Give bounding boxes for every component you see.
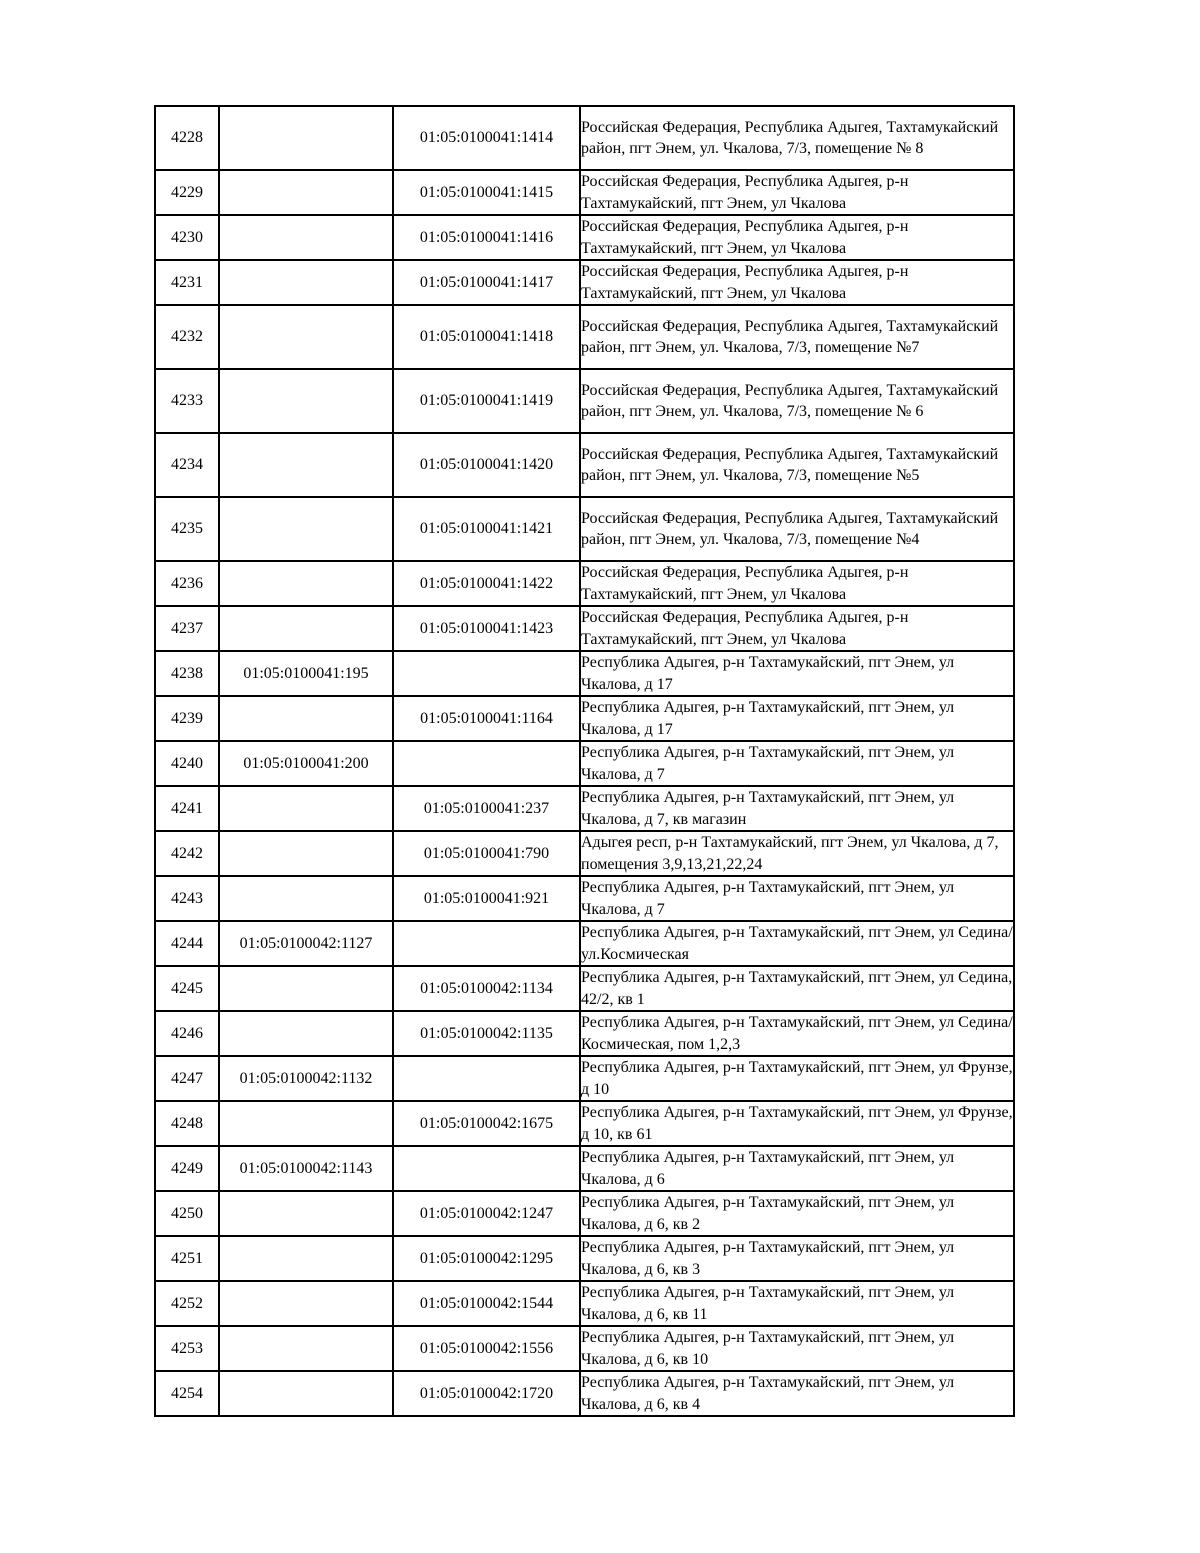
- address-cell: Республика Адыгея, р-н Тахтамукайский, пгт Энем, ул Чкалова, д 6, кв 4: [580, 1371, 1014, 1416]
- address-cell: Республика Адыгея, р-н Тахтамукайский, пгт Энем, ул Фрунзе, д 10, кв 61: [580, 1101, 1014, 1146]
- row-number-cell: 4253: [155, 1326, 219, 1371]
- parcel-cadastral-number-cell: [219, 497, 393, 561]
- parcel-cadastral-number-cell: [219, 1191, 393, 1236]
- table-row: [155, 1146, 1014, 1191]
- object-cadastral-number-cell: 01:05:0100042:1295: [393, 1236, 580, 1281]
- object-cadastral-number-cell: 01:05:0100041:1417: [393, 260, 580, 305]
- registry-table: [154, 105, 1015, 1417]
- table-row: [155, 786, 1014, 831]
- table-row: [155, 369, 1014, 433]
- table-row: [155, 876, 1014, 921]
- parcel-cadastral-number-cell: 01:05:0100042:1143: [219, 1146, 393, 1191]
- table-row: [155, 741, 1014, 786]
- address-cell: Республика Адыгея, р-н Тахтамукайский, пгт Энем, ул Седина, 42/2, кв 1: [580, 966, 1014, 1011]
- object-cadastral-number-cell: [393, 1146, 580, 1191]
- address-cell: Республика Адыгея, р-н Тахтамукайский, пгт Энем, ул Чкалова, д 7, кв магазин: [580, 786, 1014, 831]
- row-number-cell: 4237: [155, 606, 219, 651]
- object-cadastral-number-cell: 01:05:0100041:1418: [393, 305, 580, 369]
- address-cell: Республика Адыгея, р-н Тахтамукайский, пгт Энем, ул Седина/Космическая, пом 1,2,3: [580, 1011, 1014, 1056]
- address-cell: Адыгея респ, р-н Тахтамукайский, пгт Энем, ул Чкалова, д 7, помещения 3,9,13,21,22,24: [580, 831, 1014, 876]
- parcel-cadastral-number-cell: 01:05:0100042:1132: [219, 1056, 393, 1101]
- table-row: [155, 1371, 1014, 1416]
- table-row: [155, 696, 1014, 741]
- row-number-cell: 4239: [155, 696, 219, 741]
- object-cadastral-number-cell: 01:05:0100041:1423: [393, 606, 580, 651]
- object-cadastral-number-cell: 01:05:0100042:1135: [393, 1011, 580, 1056]
- table-row: [155, 651, 1014, 696]
- parcel-cadastral-number-cell: [219, 1326, 393, 1371]
- object-cadastral-number-cell: [393, 1056, 580, 1101]
- address-cell: Республика Адыгея, р-н Тахтамукайский, пгт Энем, ул Чкалова, д 17: [580, 651, 1014, 696]
- table-row: [155, 561, 1014, 606]
- row-number-cell: 4228: [155, 106, 219, 170]
- table-row: [155, 966, 1014, 1011]
- parcel-cadastral-number-cell: [219, 696, 393, 741]
- object-cadastral-number-cell: 01:05:0100041:237: [393, 786, 580, 831]
- object-cadastral-number-cell: [393, 921, 580, 966]
- object-cadastral-number-cell: 01:05:0100042:1247: [393, 1191, 580, 1236]
- parcel-cadastral-number-cell: [219, 966, 393, 1011]
- object-cadastral-number-cell: 01:05:0100042:1675: [393, 1101, 580, 1146]
- row-number-cell: 4248: [155, 1101, 219, 1146]
- address-cell: Российская Федерация, Республика Адыгея, Тахтамукайский район, пгт Энем, ул. Чкалова, 7/3, помещение №5: [580, 433, 1014, 497]
- table-row: [155, 433, 1014, 497]
- parcel-cadastral-number-cell: [219, 369, 393, 433]
- table-row: [155, 106, 1014, 170]
- parcel-cadastral-number-cell: [219, 106, 393, 170]
- parcel-cadastral-number-cell: [219, 305, 393, 369]
- row-number-cell: 4247: [155, 1056, 219, 1101]
- address-cell: Российская Федерация, Республика Адыгея, Тахтамукайский район, пгт Энем, ул. Чкалова, 7/3, помещение № 8: [580, 106, 1014, 170]
- object-cadastral-number-cell: 01:05:0100041:1415: [393, 170, 580, 215]
- table-row: [155, 831, 1014, 876]
- parcel-cadastral-number-cell: [219, 561, 393, 606]
- row-number-cell: 4229: [155, 170, 219, 215]
- parcel-cadastral-number-cell: [219, 215, 393, 260]
- address-cell: Республика Адыгея, р-н Тахтамукайский, пгт Энем, ул Чкалова, д 6: [580, 1146, 1014, 1191]
- object-cadastral-number-cell: 01:05:0100041:1419: [393, 369, 580, 433]
- table-row: [155, 170, 1014, 215]
- table-row: [155, 1326, 1014, 1371]
- address-cell: Российская Федерация, Республика Адыгея, р-н Тахтамукайский, пгт Энем, ул Чкалова: [580, 606, 1014, 651]
- row-number-cell: 4230: [155, 215, 219, 260]
- parcel-cadastral-number-cell: [219, 1011, 393, 1056]
- address-cell: Республика Адыгея, р-н Тахтамукайский, пгт Энем, ул Чкалова, д 6, кв 3: [580, 1236, 1014, 1281]
- parcel-cadastral-number-cell: [219, 1236, 393, 1281]
- row-number-cell: 4250: [155, 1191, 219, 1236]
- parcel-cadastral-number-cell: 01:05:0100041:200: [219, 741, 393, 786]
- object-cadastral-number-cell: [393, 741, 580, 786]
- row-number-cell: 4234: [155, 433, 219, 497]
- object-cadastral-number-cell: 01:05:0100041:921: [393, 876, 580, 921]
- table-row: [155, 1236, 1014, 1281]
- row-number-cell: 4235: [155, 497, 219, 561]
- object-cadastral-number-cell: 01:05:0100042:1556: [393, 1326, 580, 1371]
- row-number-cell: 4241: [155, 786, 219, 831]
- row-number-cell: 4244: [155, 921, 219, 966]
- row-number-cell: 4233: [155, 369, 219, 433]
- parcel-cadastral-number-cell: [219, 170, 393, 215]
- object-cadastral-number-cell: 01:05:0100041:1421: [393, 497, 580, 561]
- row-number-cell: 4245: [155, 966, 219, 1011]
- row-number-cell: 4231: [155, 260, 219, 305]
- address-cell: Республика Адыгея, р-н Тахтамукайский, пгт Энем, ул Фрунзе, д 10: [580, 1056, 1014, 1101]
- table-row: [155, 921, 1014, 966]
- parcel-cadastral-number-cell: [219, 1281, 393, 1326]
- table-row: [155, 1101, 1014, 1146]
- parcel-cadastral-number-cell: [219, 1371, 393, 1416]
- table-row: [155, 305, 1014, 369]
- row-number-cell: 4240: [155, 741, 219, 786]
- table-row: [155, 606, 1014, 651]
- object-cadastral-number-cell: 01:05:0100041:1414: [393, 106, 580, 170]
- address-cell: Республика Адыгея, р-н Тахтамукайский, пгт Энем, ул Чкалова, д 6, кв 2: [580, 1191, 1014, 1236]
- object-cadastral-number-cell: 01:05:0100042:1720: [393, 1371, 580, 1416]
- table-row: [155, 1011, 1014, 1056]
- parcel-cadastral-number-cell: [219, 260, 393, 305]
- address-cell: Российская Федерация, Республика Адыгея, р-н Тахтамукайский, пгт Энем, ул Чкалова: [580, 170, 1014, 215]
- address-cell: Республика Адыгея, р-н Тахтамукайский, пгт Энем, ул Чкалова, д 6, кв 11: [580, 1281, 1014, 1326]
- address-cell: Республика Адыгея, р-н Тахтамукайский, пгт Энем, ул Седина/ул.Космическая: [580, 921, 1014, 966]
- table-row: [155, 260, 1014, 305]
- row-number-cell: 4246: [155, 1011, 219, 1056]
- row-number-cell: 4232: [155, 305, 219, 369]
- row-number-cell: 4252: [155, 1281, 219, 1326]
- parcel-cadastral-number-cell: 01:05:0100041:195: [219, 651, 393, 696]
- row-number-cell: 4236: [155, 561, 219, 606]
- object-cadastral-number-cell: 01:05:0100041:790: [393, 831, 580, 876]
- registry-table-body: [155, 106, 1014, 1416]
- address-cell: Республика Адыгея, р-н Тахтамукайский, пгт Энем, ул Чкалова, д 17: [580, 696, 1014, 741]
- parcel-cadastral-number-cell: [219, 1101, 393, 1146]
- table-row: [155, 1281, 1014, 1326]
- address-cell: Российская Федерация, Республика Адыгея, р-н Тахтамукайский, пгт Энем, ул Чкалова: [580, 561, 1014, 606]
- table-row: [155, 497, 1014, 561]
- parcel-cadastral-number-cell: 01:05:0100042:1127: [219, 921, 393, 966]
- address-cell: Российская Федерация, Республика Адыгея, р-н Тахтамукайский, пгт Энем, ул Чкалова: [580, 260, 1014, 305]
- object-cadastral-number-cell: 01:05:0100041:1164: [393, 696, 580, 741]
- table-row: [155, 1056, 1014, 1101]
- address-cell: Российская Федерация, Республика Адыгея, р-н Тахтамукайский, пгт Энем, ул Чкалова: [580, 215, 1014, 260]
- object-cadastral-number-cell: 01:05:0100042:1134: [393, 966, 580, 1011]
- table-row: [155, 215, 1014, 260]
- row-number-cell: 4249: [155, 1146, 219, 1191]
- row-number-cell: 4243: [155, 876, 219, 921]
- object-cadastral-number-cell: 01:05:0100042:1544: [393, 1281, 580, 1326]
- address-cell: Российская Федерация, Республика Адыгея, Тахтамукайский район, пгт Энем, ул. Чкалова, 7/3, помещение №7: [580, 305, 1014, 369]
- object-cadastral-number-cell: 01:05:0100041:1420: [393, 433, 580, 497]
- object-cadastral-number-cell: 01:05:0100041:1416: [393, 215, 580, 260]
- row-number-cell: 4242: [155, 831, 219, 876]
- address-cell: Республика Адыгея, р-н Тахтамукайский, пгт Энем, ул Чкалова, д 6, кв 10: [580, 1326, 1014, 1371]
- object-cadastral-number-cell: 01:05:0100041:1422: [393, 561, 580, 606]
- parcel-cadastral-number-cell: [219, 831, 393, 876]
- address-cell: Российская Федерация, Республика Адыгея, Тахтамукайский район, пгт Энем, ул. Чкалова, 7/3, помещение №4: [580, 497, 1014, 561]
- row-number-cell: 4251: [155, 1236, 219, 1281]
- parcel-cadastral-number-cell: [219, 876, 393, 921]
- table-row: [155, 1191, 1014, 1236]
- row-number-cell: 4254: [155, 1371, 219, 1416]
- parcel-cadastral-number-cell: [219, 606, 393, 651]
- parcel-cadastral-number-cell: [219, 786, 393, 831]
- object-cadastral-number-cell: [393, 651, 580, 696]
- row-number-cell: 4238: [155, 651, 219, 696]
- parcel-cadastral-number-cell: [219, 433, 393, 497]
- address-cell: Республика Адыгея, р-н Тахтамукайский, пгт Энем, ул Чкалова, д 7: [580, 876, 1014, 921]
- address-cell: Российская Федерация, Республика Адыгея, Тахтамукайский район, пгт Энем, ул. Чкалова, 7/3, помещение № 6: [580, 369, 1014, 433]
- address-cell: Республика Адыгея, р-н Тахтамукайский, пгт Энем, ул Чкалова, д 7: [580, 741, 1014, 786]
